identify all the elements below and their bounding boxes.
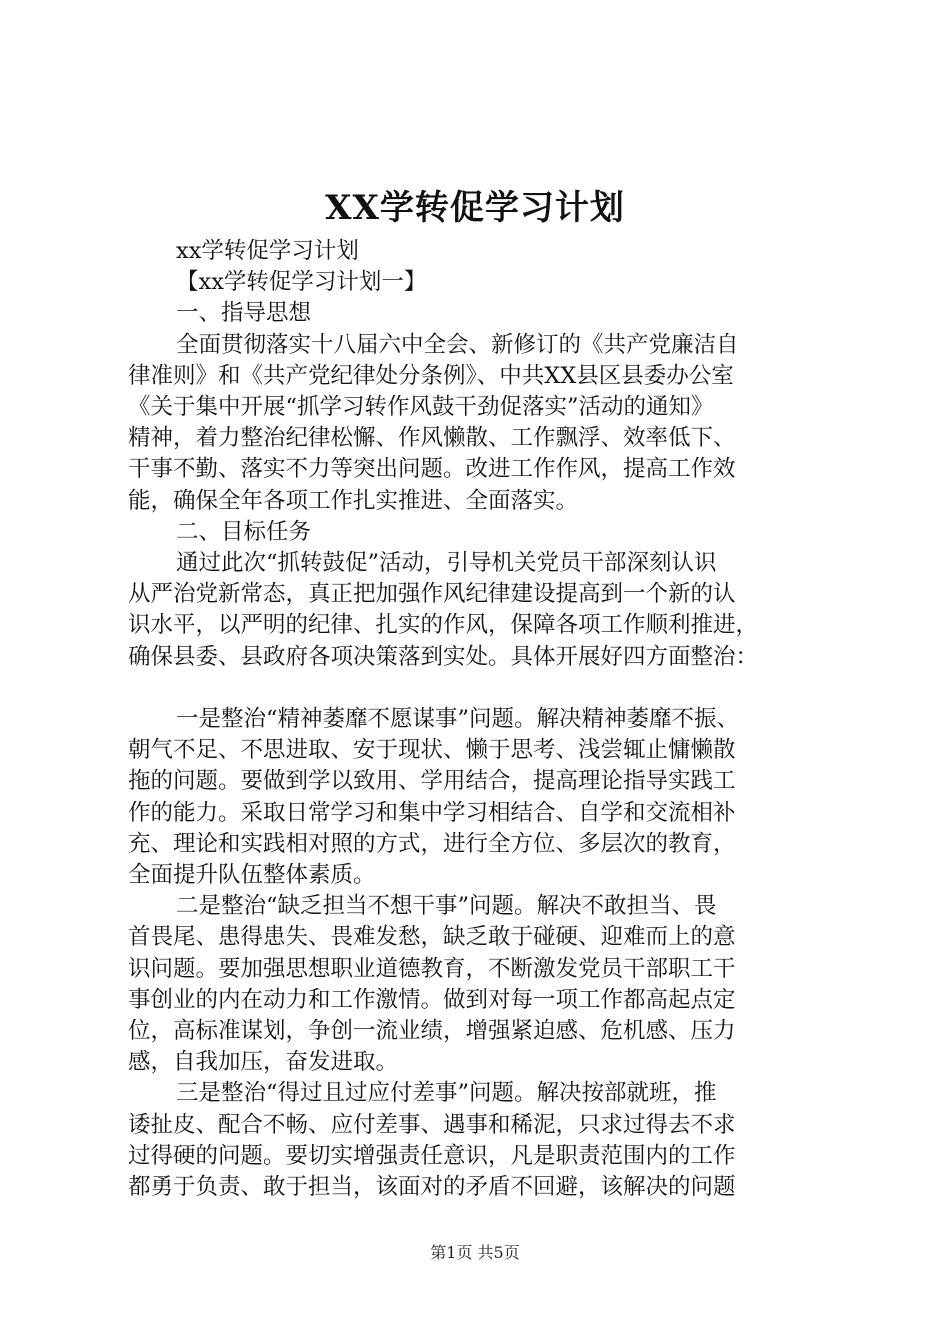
paragraph-line: 位，高标准谋划，争创一流业绩，增强紧迫感、危机感、压力: [128, 1018, 736, 1045]
blank-line: [128, 673, 832, 704]
paragraph-line: 全面贯彻落实十八届六中全会、新修订的《共产党廉洁自: [176, 331, 739, 358]
paragraph-line: 全面提升队伍整体素质。: [128, 862, 376, 889]
paragraph-line: 从严治党新常态，真正把加强作风纪律建设提高到一个新的认: [128, 581, 736, 608]
paragraph-line: 拖的问题。要做到学以致用、学用结合，提高理论指导实践工: [128, 768, 736, 795]
page-footer: 第1页 共5页: [430, 1243, 520, 1262]
section-heading: 二、目标任务: [176, 518, 312, 545]
document-body: [128, 236, 832, 1203]
paragraph-line: 识水平，以严明的纪律、扎实的作风，保障各项工作顺利推进，: [128, 612, 759, 639]
paragraph-line: 感，自我加压，奋发进取。: [128, 1049, 399, 1076]
paragraph-line: 作的能力。采取日常学习和集中学习相结合、自学和交流相补: [128, 799, 736, 826]
paragraph-line: 充、理论和实践相对照的方式，进行全方位、多层次的教育，: [128, 830, 736, 857]
subtitle-line: xx学转促学习计划: [176, 238, 359, 264]
paragraph-line: 过得硬的问题。要切实增强责任意识，凡是职责范围内的工作: [128, 1142, 736, 1169]
paragraph-line: 干事不勤、落实不力等突出问题。改进工作作风，提高工作效: [128, 456, 736, 483]
document-title: XX学转促学习计划: [325, 188, 625, 228]
paragraph-line: 识问题。要加强思想职业道德教育，不断激发党员干部职工干: [128, 955, 736, 982]
paragraph-line: 二是整治“缺乏担当不想干事”问题。解决不敢担当、畏: [176, 893, 717, 920]
paragraph-line: 朝气不足、不思进取、安于现状、懒于思考、浅尝辄止慵懒散: [128, 737, 736, 764]
section-heading: 一、指导思想: [176, 300, 312, 327]
paragraph-line: 通过此次“抓转鼓促”活动，引导机关党员干部深刻认识: [176, 550, 717, 577]
paragraph-line: 一是整治“精神萎靡不愿谋事”问题。解决精神萎靡不振、: [176, 706, 740, 733]
paragraph-line: 三是整治“得过且过应付差事”问题。解决按部就班，推: [176, 1080, 717, 1107]
paragraph-line: 精神，着力整治纪律松懈、作风懒散、工作飘浮、效率低下、: [128, 425, 736, 452]
paragraph-line: 事创业的内在动力和工作激情。做到对每一项工作都高起点定: [128, 986, 736, 1013]
paragraph-line: 首畏尾、患得患失、畏难发愁，缺乏敢于碰硬、迎难而上的意: [128, 924, 736, 951]
paragraph-line: 都勇于负责、敢于担当，该面对的矛盾不回避，该解决的问题: [128, 1174, 736, 1201]
section-heading: 【xx学转促学习计划一】: [176, 269, 427, 296]
paragraph-line: 《关于集中开展“抓学习转作风鼓干劲促落实”活动的通知》: [128, 394, 714, 421]
paragraph-line: 律准则》和《共产党纪律处分条例》、中共XX县区县委办公室: [128, 362, 734, 389]
paragraph-line: 确保县委、县政府各项决策落到实处。具体开展好四方面整治：: [128, 643, 759, 670]
paragraph-line: 诿扯皮、配合不畅、应付差事、遇事和稀泥，只求过得去不求: [128, 1111, 736, 1138]
paragraph-line: 能，确保全年各项工作扎实推进、全面落实。: [128, 487, 579, 514]
